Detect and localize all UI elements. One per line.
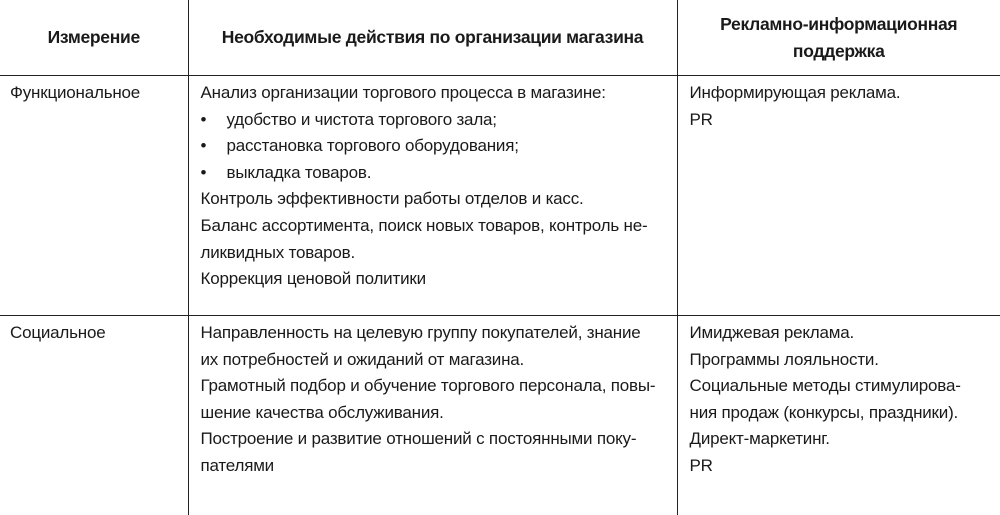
actions-line: Баланс ассортимента, поиск новых товаров, контроль не-	[201, 213, 669, 240]
bullet-item	[201, 160, 669, 187]
support-line: Директ-маркетинг.	[690, 426, 993, 453]
actions-line: Грамотный подбор и обучение торгового персонала, повы-	[201, 373, 669, 400]
header-support	[677, 0, 1000, 76]
support-line: ния продаж (конкурсы, праздники).	[690, 400, 993, 427]
actions-line: шение качества обслуживания.	[201, 400, 669, 427]
actions-line: ликвидных товаров.	[201, 240, 669, 267]
header-row	[0, 0, 1000, 76]
table-row-social	[0, 316, 1000, 515]
dimension-cell	[0, 316, 188, 515]
support-cell	[677, 76, 1000, 316]
support-line: PR	[690, 107, 993, 134]
actions-line: пателями	[201, 453, 669, 480]
header-dimension: Измерение	[0, 0, 188, 76]
support-line: Имиджевая реклама.	[690, 320, 993, 347]
dimension-label: Социальное	[10, 320, 180, 347]
actions-intro: Анализ организации торгового процесса в магазине:	[201, 80, 669, 107]
bullet-item	[201, 107, 669, 134]
header-support-line: Рекламно-информационная	[720, 14, 957, 34]
bullet-text: выкладка товаров.	[227, 163, 372, 182]
dimension-label: Функциональное	[10, 80, 180, 107]
header-actions: Необходимые действия по организации магазина	[188, 0, 677, 76]
support-line: Информирующая реклама.	[690, 80, 993, 107]
actions-line: их потребностей и ожиданий от магазина.	[201, 347, 669, 374]
bullet-icon: •	[201, 107, 207, 134]
actions-line: Построение и развитие отношений с постоянными поку-	[201, 426, 669, 453]
bullet-text: расстановка торгового оборудования;	[227, 136, 519, 155]
header-support-line: поддержка	[793, 41, 885, 61]
actions-line: Направленность на целевую группу покупателей, знание	[201, 320, 669, 347]
actions-cell	[188, 76, 677, 316]
bullet-icon: •	[201, 133, 207, 160]
actions-line: Контроль эффективности работы отделов и касс.	[201, 186, 669, 213]
support-line: Социальные методы стимулирова-	[690, 373, 993, 400]
table-row-functional	[0, 76, 1000, 316]
bullet-icon: •	[201, 160, 207, 187]
support-line: PR	[690, 453, 993, 480]
support-line: Программы лояльности.	[690, 347, 993, 374]
actions-line: Коррекция ценовой политики	[201, 266, 669, 293]
bullet-text: удобство и чистота торгового зала;	[227, 110, 497, 129]
actions-cell	[188, 316, 677, 515]
bullet-item	[201, 133, 669, 160]
dimension-cell	[0, 76, 188, 316]
support-cell	[677, 316, 1000, 515]
